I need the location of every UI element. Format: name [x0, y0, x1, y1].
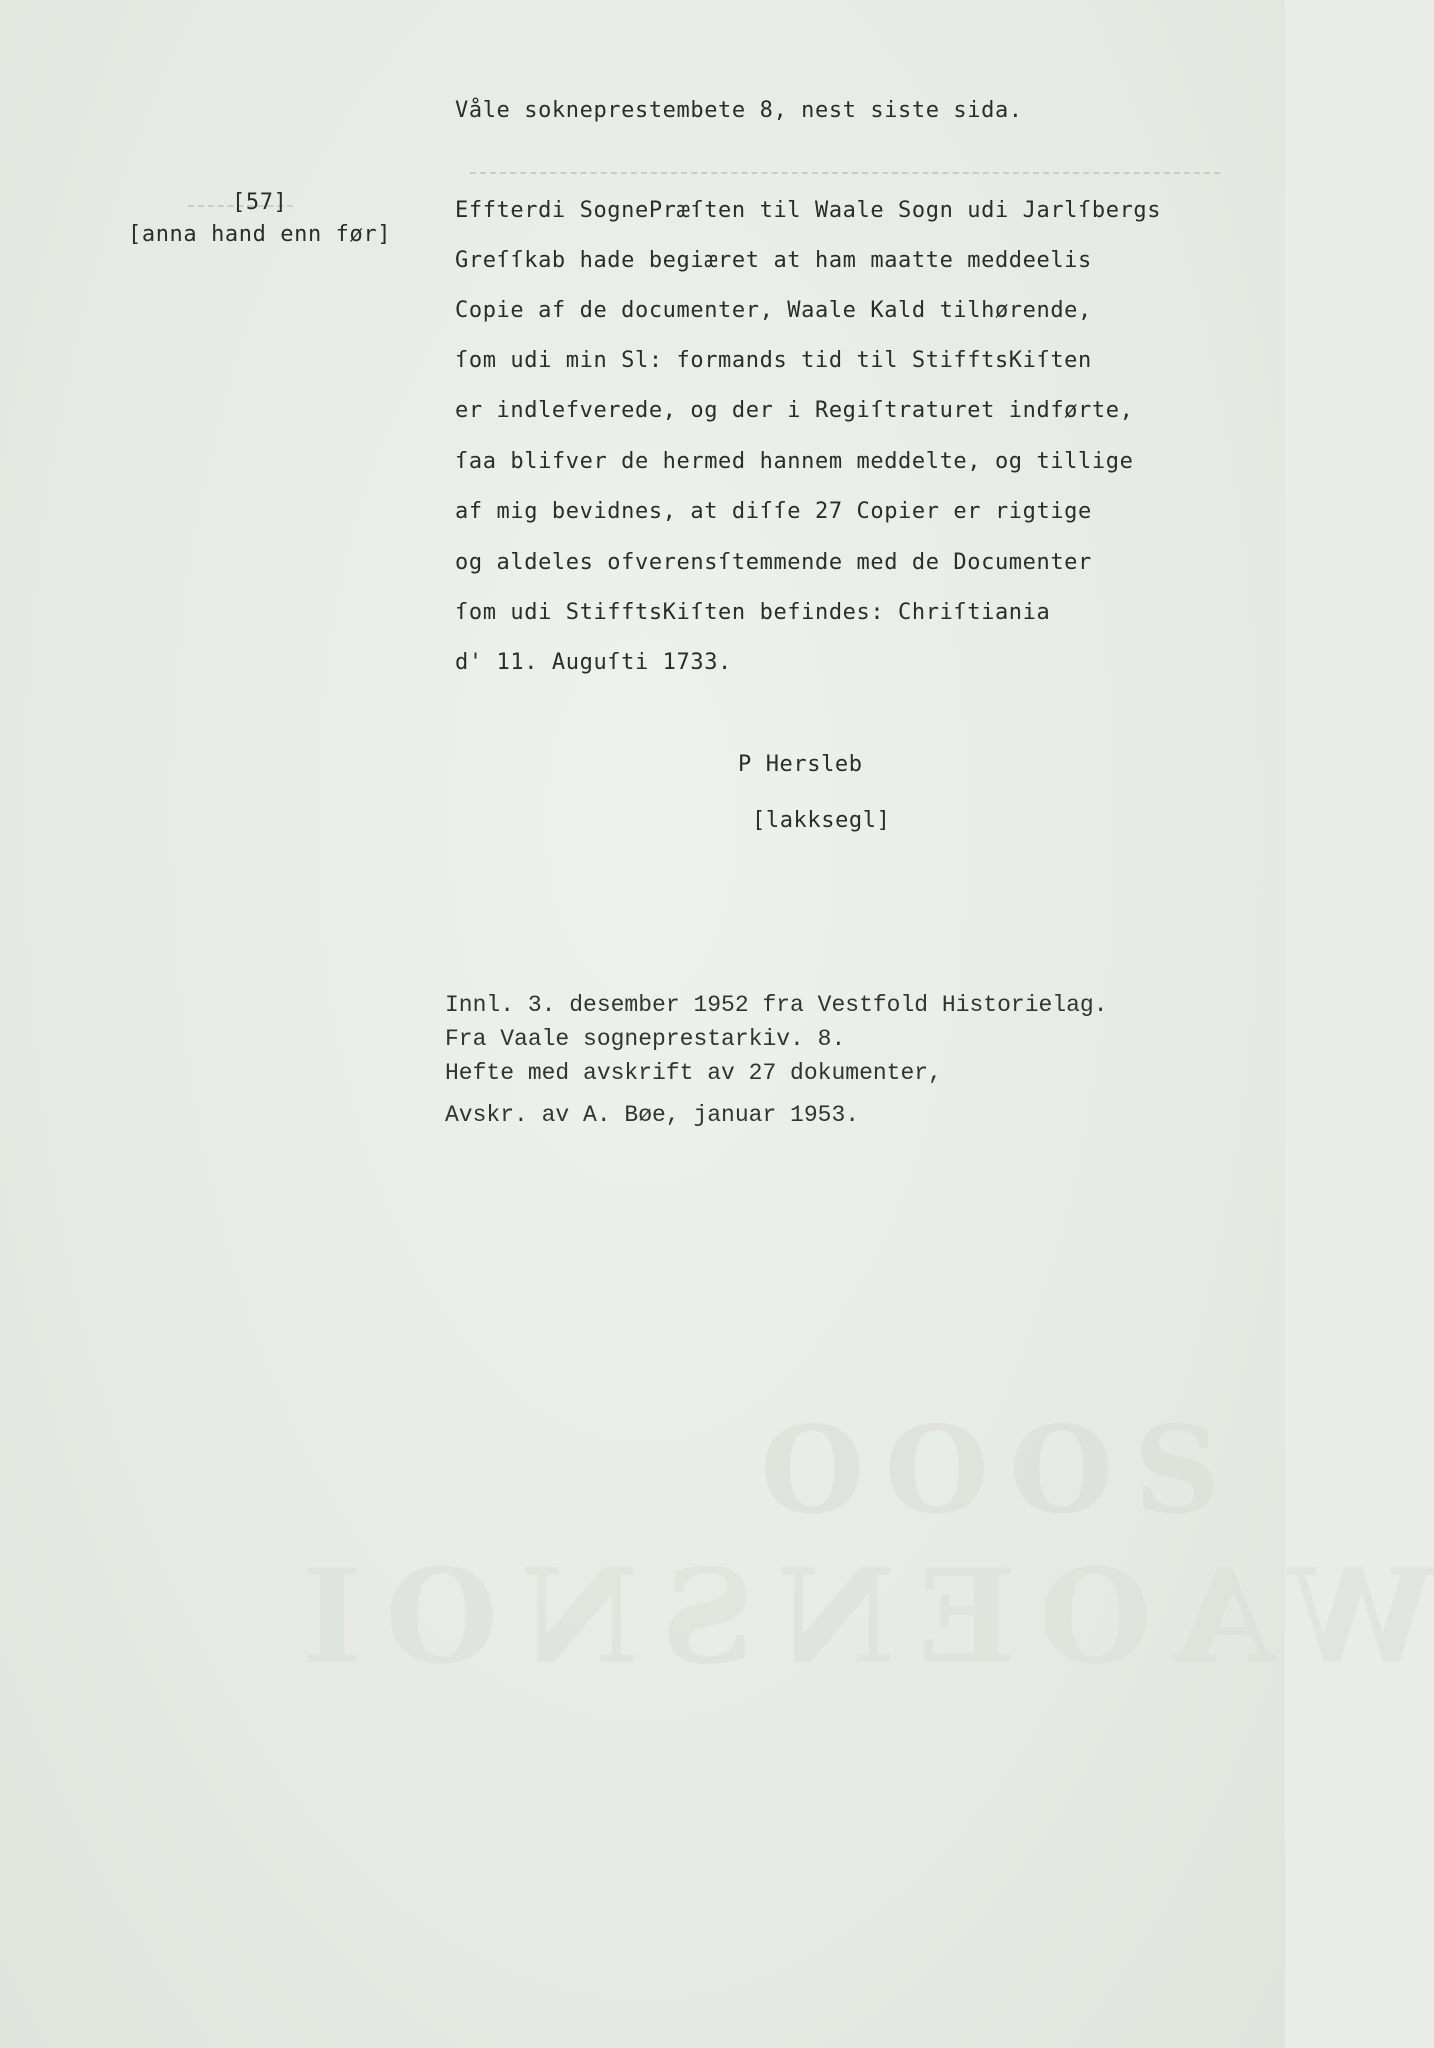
divider-rule [470, 172, 1220, 174]
signature-name: P Hersleb [738, 752, 863, 777]
archive-line: Avskr. av A. Bøe, januar 1953. [445, 1102, 860, 1128]
archive-note [445, 988, 1108, 1132]
archive-line: Hefte med avskrift av 27 dokumenter, [445, 1060, 942, 1086]
body-line: ſom udi min Sl: formands tid til StifftsKiſten [455, 348, 1092, 373]
body-line: Copie af de documenter, Waale Kald tilhørende, [455, 298, 1092, 323]
margin-note: [anna hand enn før] [128, 222, 392, 247]
document-number: [57] [232, 190, 288, 215]
body-line: Effterdi SognePræſten til Waale Sogn udi Jarlſbergs [455, 198, 1162, 223]
body-line: og aldeles ofverensſtemmende med de Documenter [455, 550, 1092, 575]
archive-line: Fra Vaale sogneprestarkiv. 8. [445, 1026, 846, 1052]
body-line: ſom udi StifftsKiſten befindes: Chriſtiania [455, 600, 1051, 625]
seal-note: [lakksegl] [752, 808, 891, 833]
body-line: af mig bevidnes, at diſſe 27 Copier er rigtige [455, 499, 1092, 524]
archive-line: Innl. 3. desember 1952 fra Vestfold Historielag. [445, 992, 1108, 1018]
body-line: d' 11. Auguſti 1733. [455, 650, 732, 675]
bleed-through-mark: OOOS [760, 1400, 1241, 1541]
bleed-through-mark: WAOENSNOI [280, 1540, 1434, 1693]
body-line: ſaa blifver de hermed hannem meddelte, og tillige [455, 449, 1134, 474]
body-line: er indlefverede, og der i Regiſtraturet indførte, [455, 398, 1134, 423]
page-header: Våle sokneprestembete 8, nest siste sida. [455, 98, 1023, 123]
body-line: Greſſkab hade begiæret at ham maatte meddeelis [455, 248, 1092, 273]
